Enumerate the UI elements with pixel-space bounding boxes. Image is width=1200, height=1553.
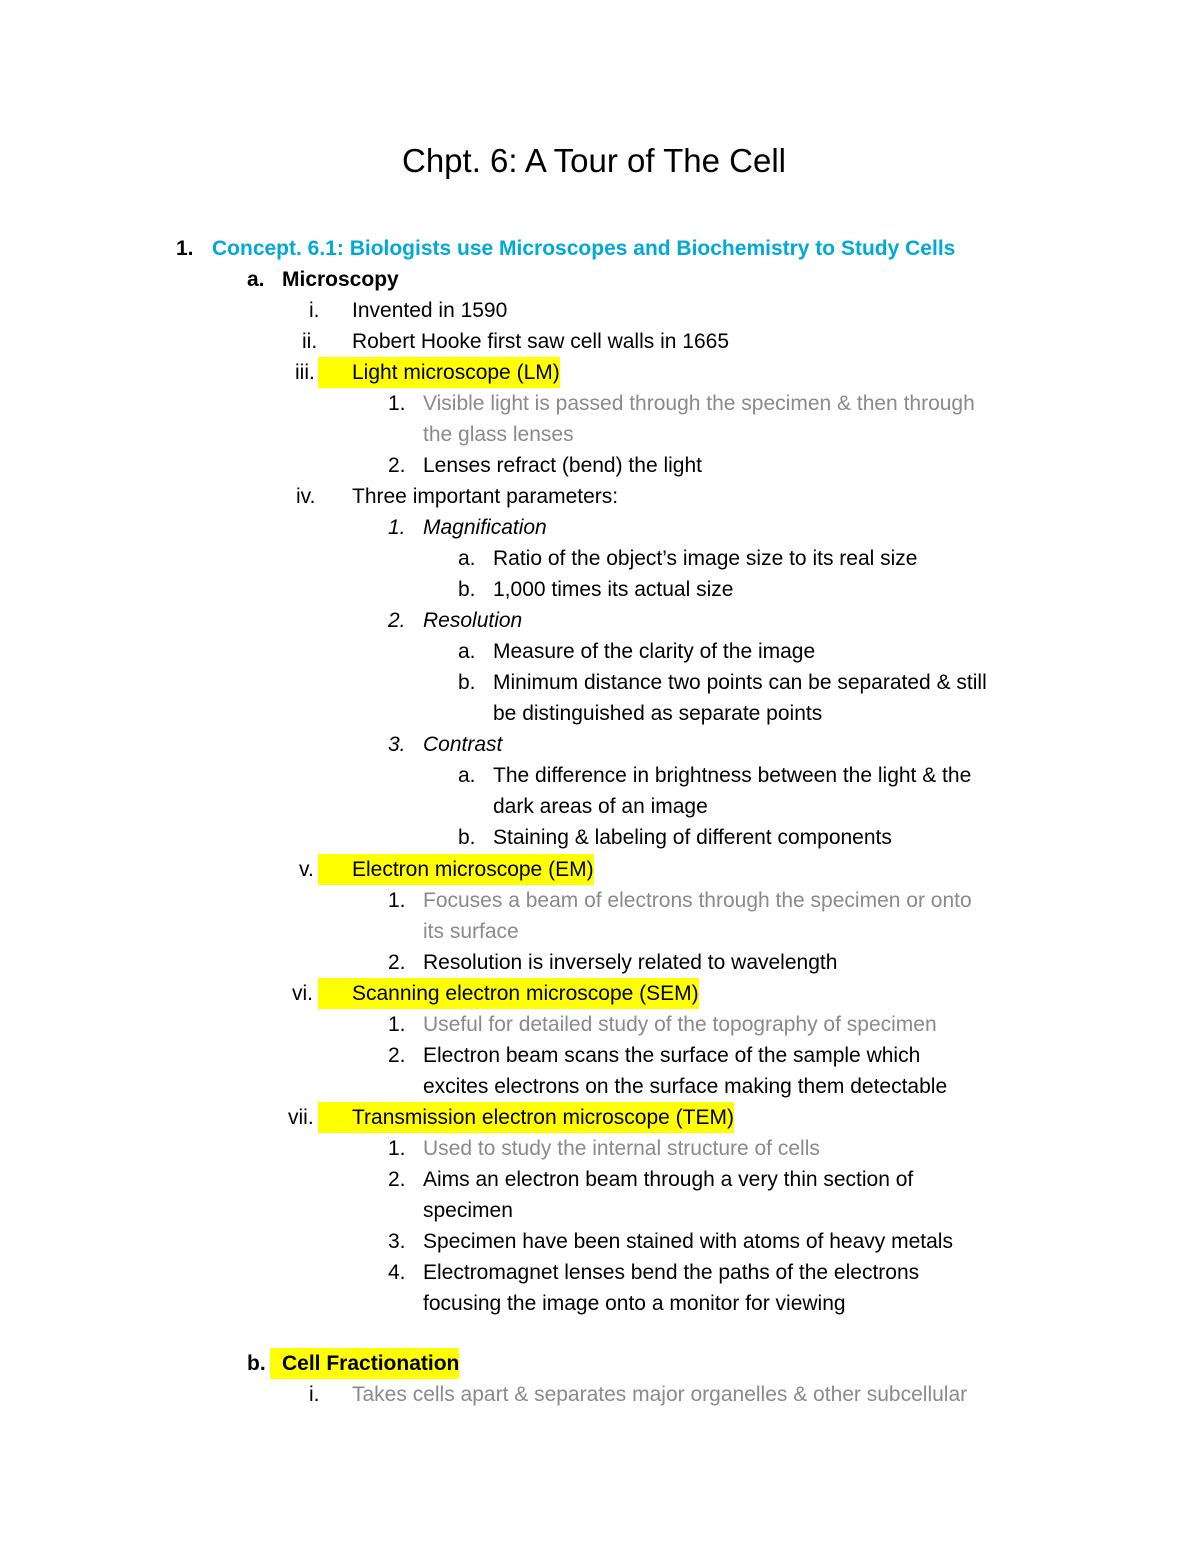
list-marker: 1.: [176, 237, 194, 260]
list-item-text: Three important parameters:: [352, 485, 619, 508]
list-marker: iii.: [295, 361, 315, 384]
list-item-text: Staining & labeling of different components: [493, 826, 892, 849]
list-marker: v.: [299, 858, 314, 881]
list-marker: a.: [458, 764, 476, 787]
list-marker: b.: [458, 578, 476, 601]
list-item-text: be distinguished as separate points: [493, 702, 823, 725]
list-marker: 3.: [388, 1230, 406, 1253]
list-marker: b.: [458, 826, 476, 849]
list-item-text: Ratio of the object’s image size to its real size: [493, 547, 918, 570]
list-marker: 2.: [388, 1168, 406, 1191]
list-item-text: Visible light is passed through the specimen & then through: [423, 392, 975, 415]
list-marker: i.: [309, 299, 320, 322]
highlighted-text: Electron microscope (EM): [318, 854, 594, 885]
list-marker: 4.: [388, 1261, 406, 1284]
list-marker: 1.: [388, 1137, 406, 1160]
concept-heading-text: Concept. 6.1: Biologists use Microscopes and Biochemistry to Study Cells: [212, 237, 956, 260]
list-marker: 1.: [388, 1013, 406, 1036]
list-marker: 2.: [388, 609, 406, 632]
list-marker: 2.: [388, 951, 406, 974]
list-item-text: Takes cells apart & separates major organelles & other subcellular: [352, 1383, 968, 1406]
list-item-text: Magnification: [423, 516, 547, 539]
list-marker: b.: [458, 671, 476, 694]
list-marker: 1.: [388, 516, 406, 539]
list-item-text: Used to study the internal structure of cells: [423, 1137, 820, 1160]
list-item-text: 1,000 times its actual size: [493, 578, 734, 601]
list-item-text: excites electrons on the surface making them detectable: [423, 1075, 948, 1098]
list-item-text: Minimum distance two points can be separated & still: [493, 671, 987, 694]
highlighted-text: Transmission electron microscope (TEM): [318, 1102, 734, 1133]
list-marker: a.: [458, 547, 476, 570]
list-marker: a.: [458, 640, 476, 663]
list-item-text: The difference in brightness between the light & the: [493, 764, 972, 787]
list-item-text: Electromagnet lenses bend the paths of the electrons: [423, 1261, 920, 1284]
list-item-text: Focuses a beam of electrons through the specimen or onto: [423, 889, 972, 912]
list-item-text: Measure of the clarity of the image: [493, 640, 816, 663]
highlighted-text: Scanning electron microscope (SEM): [318, 978, 699, 1009]
list-item-text: its surface: [423, 920, 519, 943]
list-item-text: Aims an electron beam through a very thin section of: [423, 1168, 914, 1191]
highlighted-text: Light microscope (LM): [318, 357, 560, 388]
list-marker: 2.: [388, 454, 406, 477]
list-item-text: dark areas of an image: [493, 795, 708, 818]
list-marker: b.: [247, 1352, 266, 1375]
list-marker: i.: [309, 1383, 320, 1406]
list-item-text: Resolution is inversely related to wavelength: [423, 951, 838, 974]
section-heading: Microscopy: [282, 268, 399, 291]
list-marker: 1.: [388, 889, 406, 912]
section-heading: Cell Fractionation: [270, 1348, 459, 1379]
list-item-text: Lenses refract (bend) the light: [423, 454, 702, 477]
list-marker: vii.: [288, 1106, 314, 1129]
page-title: Chpt. 6: A Tour of The Cell: [401, 142, 786, 179]
list-marker: 2.: [388, 1044, 406, 1067]
list-marker: vi.: [292, 982, 313, 1005]
list-item-text: focusing the image onto a monitor for viewing: [423, 1292, 846, 1315]
list-item-text: Invented in 1590: [352, 299, 508, 322]
list-item-text: Useful for detailed study of the topography of specimen: [423, 1013, 937, 1036]
list-item-text: Contrast: [423, 733, 503, 756]
list-marker: 3.: [388, 733, 406, 756]
list-marker: iv.: [296, 485, 316, 508]
list-marker: ii.: [302, 330, 318, 353]
list-item-text: Robert Hooke first saw cell walls in 1665: [352, 330, 729, 353]
list-item-text: specimen: [423, 1199, 513, 1222]
list-marker: 1.: [388, 392, 406, 415]
list-item-text: Electron beam scans the surface of the sample which: [423, 1044, 921, 1067]
list-marker: a.: [247, 268, 265, 291]
list-item-text: the glass lenses: [423, 423, 574, 446]
list-item-text: Resolution: [423, 609, 523, 632]
list-item-text: Specimen have been stained with atoms of heavy metals: [423, 1230, 953, 1253]
